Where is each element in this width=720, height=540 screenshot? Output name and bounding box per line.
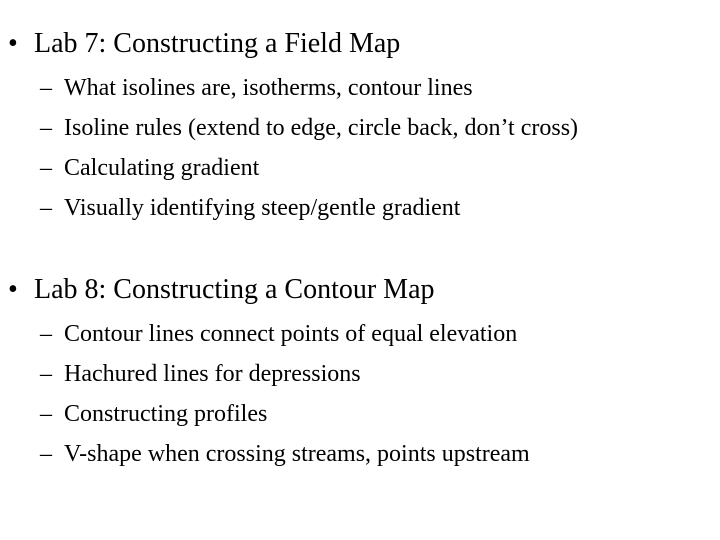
sub-bullet-list [0,68,720,228]
sub-bullet-text: Hachured lines for depressions [64,361,361,387]
sub-bullet-item [0,68,720,108]
sub-bullet-text: Visually identifying steep/gentle gradient [64,195,461,221]
sub-bullet-text: V-shape when crossing streams, points upstream [64,441,530,467]
section-lab-7 [0,24,720,228]
dash-icon: – [40,401,52,427]
sub-bullet-list [0,314,720,474]
sub-bullet-text: Constructing profiles [64,401,268,427]
sub-bullet-item [0,148,720,188]
bullet-icon: • [8,28,18,59]
sub-bullet-text: Isoline rules (extend to edge, circle back, don’t cross) [64,115,579,141]
dash-icon: – [40,361,52,387]
sub-bullet-item [0,188,720,228]
main-bullet-lab-8 [0,270,720,310]
dash-icon: – [40,155,52,181]
main-bullet-text: Lab 8: Constructing a Contour Map [34,274,435,305]
main-bullet-text: Lab 7: Constructing a Field Map [34,28,401,59]
bullet-icon: • [8,274,18,305]
dash-icon: – [40,195,52,221]
sub-bullet-text: Calculating gradient [64,155,260,181]
dash-icon: – [40,441,52,467]
main-bullet-lab-7 [0,24,720,64]
dash-icon: – [40,321,52,347]
sub-bullet-text: What isolines are, isotherms, contour lines [64,75,473,101]
sub-bullet-text: Contour lines connect points of equal elevation [64,321,518,347]
dash-icon: – [40,75,52,101]
dash-icon: – [40,115,52,141]
sub-bullet-item [0,354,720,394]
section-lab-8 [0,270,720,474]
sub-bullet-item [0,434,720,474]
sub-bullet-item [0,108,720,148]
sub-bullet-item [0,394,720,434]
sub-bullet-item [0,314,720,354]
